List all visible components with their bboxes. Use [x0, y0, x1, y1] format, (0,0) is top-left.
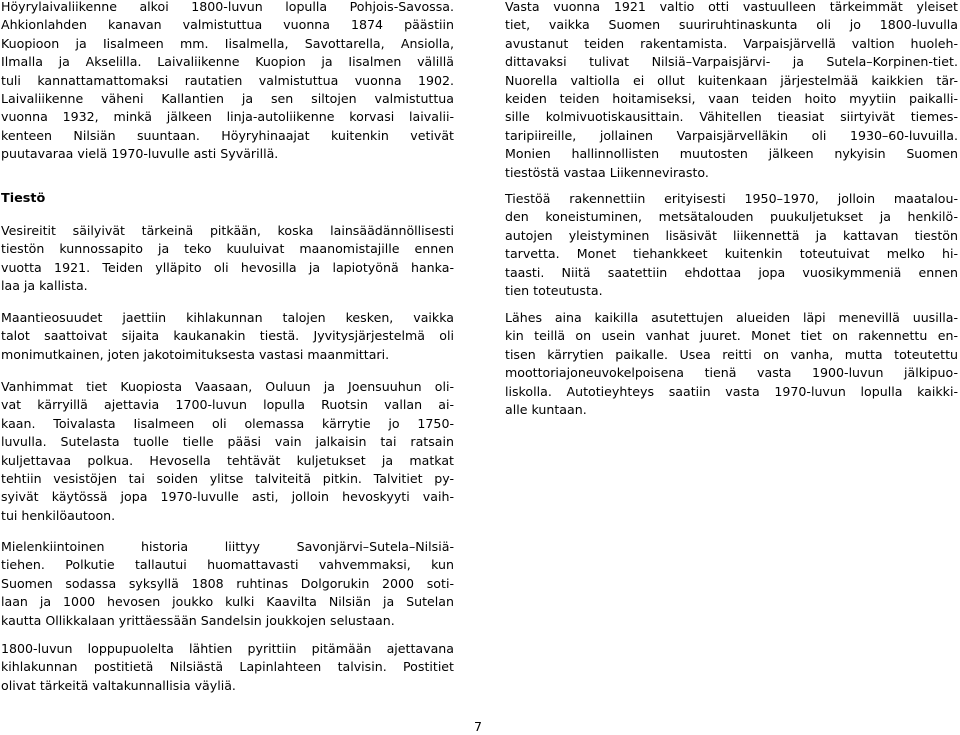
text-line: tiestön kunnossapito ja teko kuuluivat maanomistajille ennen: [1, 241, 454, 257]
text-line: Ilmalla ja Akselilla. Laivaliikenne Kuopion ja Iisalmen välillä: [1, 54, 454, 70]
text-line: Kuopioon ja Iisalmeen mm. Iisalmella, Savottarella, Ansiolla,: [1, 35, 454, 51]
text-line: tien toteutusta.: [505, 283, 603, 299]
paragraph-road-construction: [505, 190, 958, 300]
text-line: kin teillä on usein vanhat juuret. Monet tiet on rakennettu en-: [505, 328, 958, 344]
text-line: tuli kannattamattomaksi rautatien valmistuttua vuonna 1902.: [1, 72, 454, 88]
text-line: laan ja 1000 hevosen joukko kulki Kaavilta Nilsiän ja Sutelan: [1, 594, 454, 610]
text-line: kautta Ollikkalaan yrittäessään Sandelsin joukkojen selustaan.: [1, 612, 395, 628]
text-line: vuonna 1932, minkä jälkeen linja-autoliikenne korvasi laivalii-: [1, 109, 454, 125]
text-line: puutavaraa vielä 1970-luvulle asti Syvärillä.: [1, 146, 279, 162]
text-line: vat kärryillä ajettavia 1700-luvun lopulla Ruotsin vallan ai-: [1, 397, 454, 413]
paragraph-steamboat-traffic: [1, 0, 454, 164]
text-line: Höyrylaivaliikenne alkoi 1800-luvun lopulla Pohjois-Savossa.: [1, 0, 454, 14]
text-line: kihlakunnan postitietä Nilsiästä Lapinlahteen talvisin. Postitiet: [1, 659, 454, 675]
text-line: Vesireitit säilyivät tärkeinä pitkään, koska lainsäädännöllisesti: [1, 223, 454, 238]
text-line: Maantieosuudet jaettiin kihlakunnan talojen kesken, vaikka: [1, 310, 454, 325]
paragraph-postal-roads: [1, 640, 454, 695]
text-line: keiden teiden hoitamiseksi, vaan teiden hoito myytiin paikalli-: [505, 91, 958, 107]
text-line: Nuorella valtiolla ei ollut kuitenkaan järjestelmää kaikkien tär-: [505, 72, 958, 88]
text-line: taasti. Niitä saatettiin ehdottaa jopa vuosikymmeniä ennen: [505, 264, 958, 280]
text-line: monimutkainen, joten jakotoimituksesta vastasi maanmittari.: [1, 346, 390, 362]
paragraph-road-maintenance: [1, 222, 454, 296]
text-line: kaan. Toivalasta Iisalmeen oli olemassa kärrytie jo 1750-: [1, 415, 454, 431]
text-line: Tiestöä rakennettiin erityisesti 1950–1970, jolloin maatalou-: [505, 191, 958, 206]
text-line: talot saattoivat sijaita kaukanakin tiestä. Jyvitysjärjestelmä oli: [1, 328, 454, 344]
text-line: autojen yleistyminen lisäsivät liikennettä ja kattavan tiestön: [505, 227, 958, 243]
text-line: sille kolmivuotiskausittain. Vähitellen tieasiat siirtyivät tiemes-: [505, 109, 958, 125]
text-line: Monien hallinnollisten muutosten jälkeen nykyisin Suomen: [505, 146, 958, 162]
text-line: tui henkilöautoon.: [1, 507, 116, 523]
text-line: Lähes aina kaikilla asutettujen alueiden läpi menevillä uusilla-: [505, 310, 958, 325]
text-line: Ahkionlahden kanavan valmistuttua vuonna 1874 päästiin: [1, 17, 454, 33]
paragraph-oldest-roads: [1, 378, 454, 525]
text-line: Laivaliikenne väheni Kallantien ja sen siltojen valmistuttua: [1, 91, 454, 107]
text-line: tarvetta. Monet tiehankkeet kuitenkin toteutuivat melko hi-: [505, 246, 958, 262]
text-line: dittavaksi tulivat Nilsiä–Varpaisjärvi- ja Sutela–Korpinen-tiet.: [505, 54, 958, 70]
text-line: laa ja kallista.: [1, 278, 88, 294]
text-line: taripiireille, jollainen Varpaisjärvelläkin oli 1930–60-luvuilla.: [505, 127, 958, 143]
text-line: Vanhimmat tiet Kuopiosta Vaasaan, Ouluun ja Joensuuhun oli-: [1, 379, 454, 394]
text-line: tiet, vaikka Suomen suuriruhtinaskunta oli jo 1800-luvulla: [505, 17, 958, 33]
text-line: kuljettavaa polkua. Hevosella tehtävät kuljetukset ja matkat: [1, 452, 454, 468]
text-line: Suomen sodassa syksyllä 1808 ruhtinas Dolgorukin 2000 soti-: [1, 575, 454, 591]
text-line: den koneistuminen, metsätalouden puukuljetukset ja henkilö-: [505, 209, 958, 225]
text-line: vuotta 1921. Teiden ylläpito oli hevosilla ja lapiotyönä hanka-: [1, 259, 454, 275]
text-line: tehtiin vesistöjen tai soiden ylitse talviteitä pitkin. Talvitiet py-: [1, 471, 454, 487]
text-line: Mielenkiintoinen historia liittyy Savonjärvi–Sutela–Nilsiä-: [1, 539, 454, 554]
paragraph-old-roots: [505, 309, 958, 419]
page-number: 7: [474, 719, 483, 734]
text-line: liskolla. Autotieyhteys saatiin vasta 1970-luvun lopulla kaikki-: [505, 383, 958, 399]
paragraph-state-responsibility: [505, 0, 958, 182]
section-heading-tiesto: Tiestö: [1, 191, 46, 206]
text-line: tisen kärrytien paikalle. Usea reitti on vanha, mutta toteutettu: [505, 346, 958, 362]
text-line: olivat tärkeitä valtakunnallisia väyliä.: [1, 677, 236, 693]
text-line: syivät käytössä jopa 1970-luvulle asti, jolloin hevoskyyti vaih-: [1, 489, 454, 505]
text-line: luvulla. Sutelasta tuolle tielle pääsi vain jalkaisin tai ratsain: [1, 434, 454, 450]
paragraph-road-sections: [1, 309, 454, 364]
text-line: tiestöstä vastaa Liikennevirasto.: [505, 164, 709, 180]
text-line: 1800-luvun loppupuolelta lähtien pyrittiin pitämään ajettavana: [1, 641, 454, 656]
text-line: alle kuntaan.: [505, 402, 587, 418]
paragraph-savonjarvi-history: [1, 538, 454, 630]
text-line: moottoriajoneuvokelpoisena tienä vasta 1900-luvun jälkipuo-: [505, 365, 958, 381]
text-line: Vasta vuonna 1921 valtio otti vastuulleen tärkeimmät yleiset: [505, 0, 958, 14]
text-line: tiehen. Polkutie tallautui huomattavasti vahvemmaksi, kun: [1, 557, 454, 573]
text-line: kenteen Nilsiän suuntaan. Höyryhinaajat kuitenkin vetivät: [1, 127, 454, 143]
text-line: avustanut teiden rakentamista. Varpaisjärvellä valtion huoleh-: [505, 35, 958, 51]
